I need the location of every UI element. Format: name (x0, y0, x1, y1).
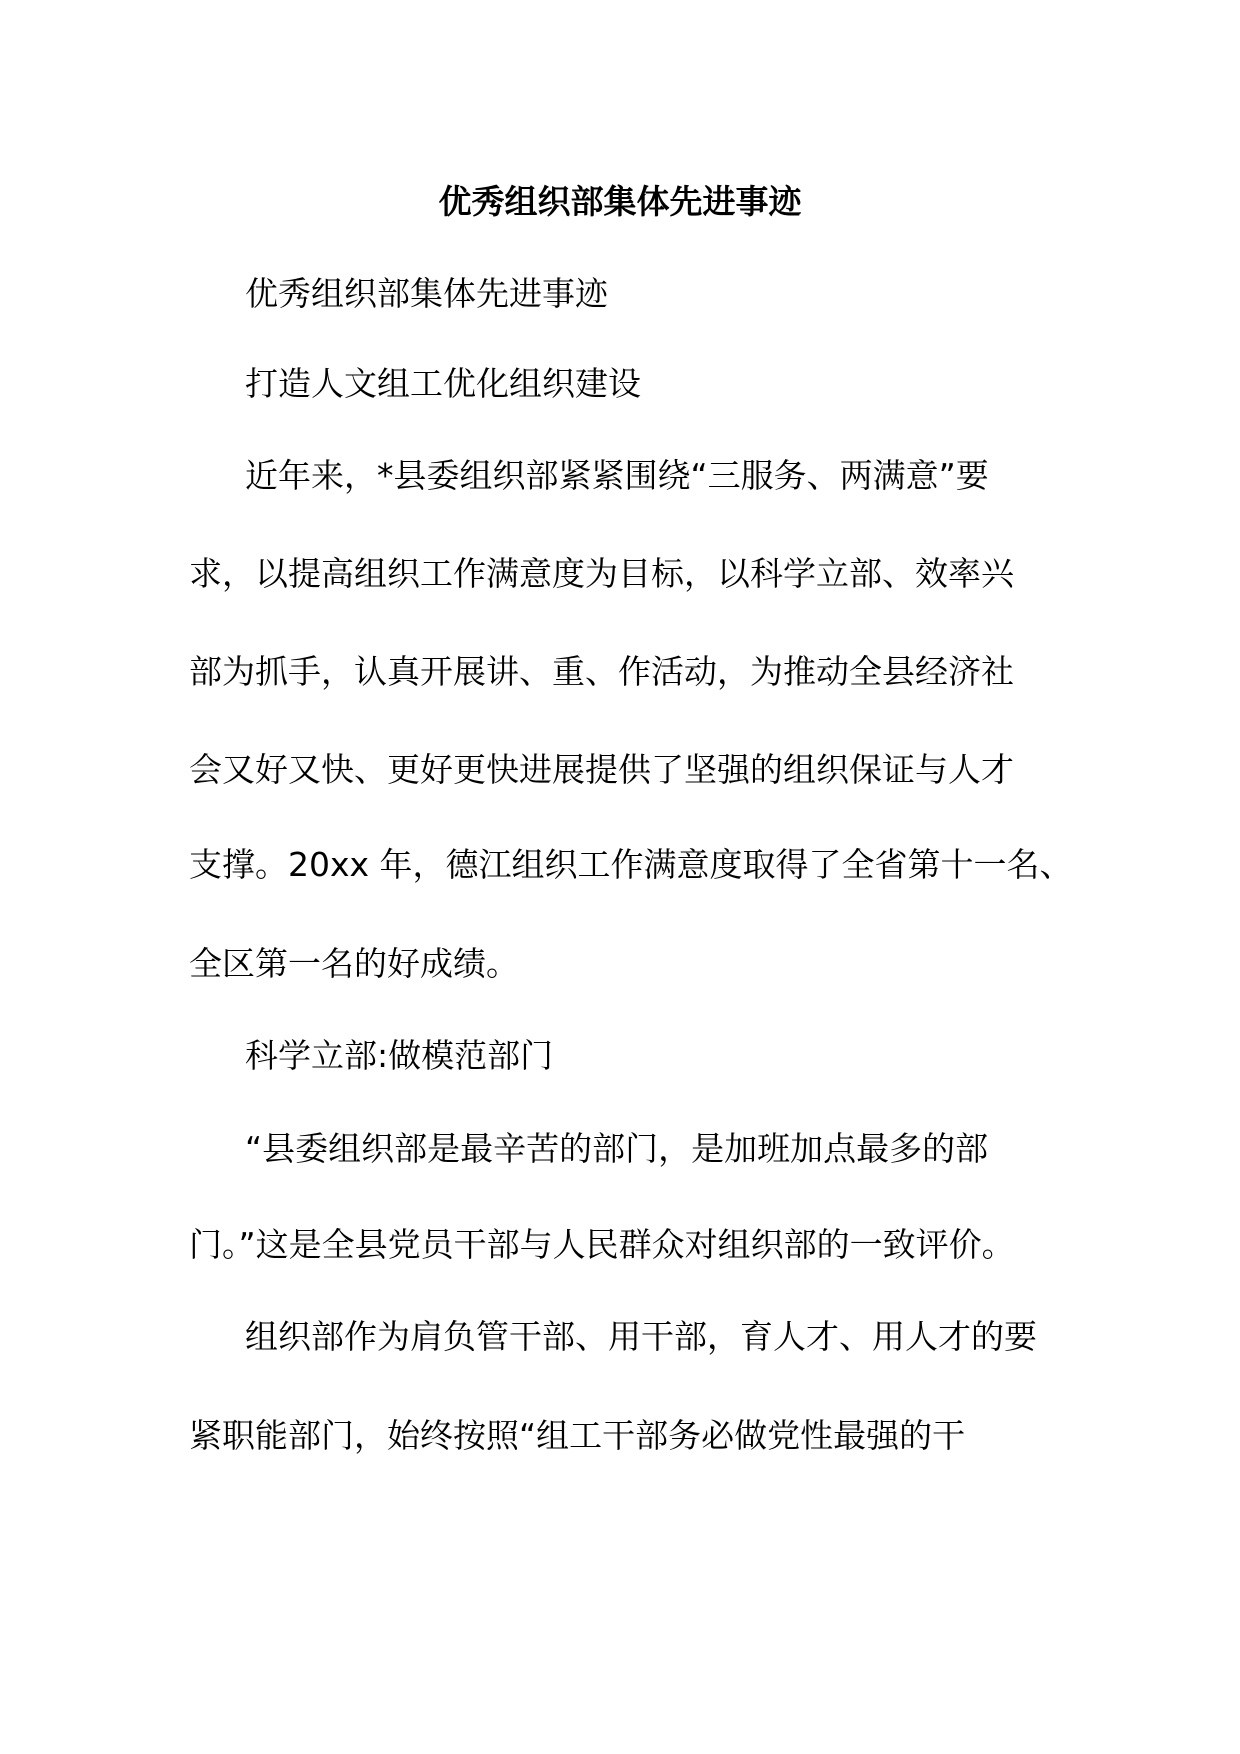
paragraph-line: 全区第一名的好成绩。 (189, 944, 519, 983)
paragraph-line: 门。”这是全县党员干部与人民群众对组织部的一致评价。 (189, 1225, 1015, 1264)
paragraph-line: 优秀组织部集体先进事迹 (245, 274, 608, 313)
paragraph-line: 打造人文组工优化组织建设 (245, 364, 641, 403)
document-title: 优秀组织部集体先进事迹 (438, 182, 802, 221)
paragraph-line: 求，以提高组织工作满意度为目标，以科学立部、效率兴 (189, 554, 1014, 593)
paragraph-line: 支撑。20xx 年，德江组织工作满意度取得了全省第十一名、 (189, 845, 1073, 884)
paragraph-line: 组织部作为肩负管干部、用干部，育人才、用人才的要 (245, 1317, 1037, 1356)
paragraph-line: 科学立部:做模范部门 (245, 1036, 554, 1075)
paragraph-line: 部为抓手，认真开展讲、重、作活动，为推动全县经济社 (189, 652, 1014, 691)
paragraph-line: 会又好又快、更好更快进展提供了坚强的组织保证与人才 (189, 750, 1014, 789)
paragraph-line: “县委组织部是最辛苦的部门，是加班加点最多的部 (245, 1129, 989, 1168)
paragraph-line: 紧职能部门，始终按照“组工干部务必做党性最强的干 (189, 1416, 966, 1455)
paragraph-line: 近年来，*县委组织部紧紧围绕“三服务、两满意”要 (245, 456, 989, 495)
